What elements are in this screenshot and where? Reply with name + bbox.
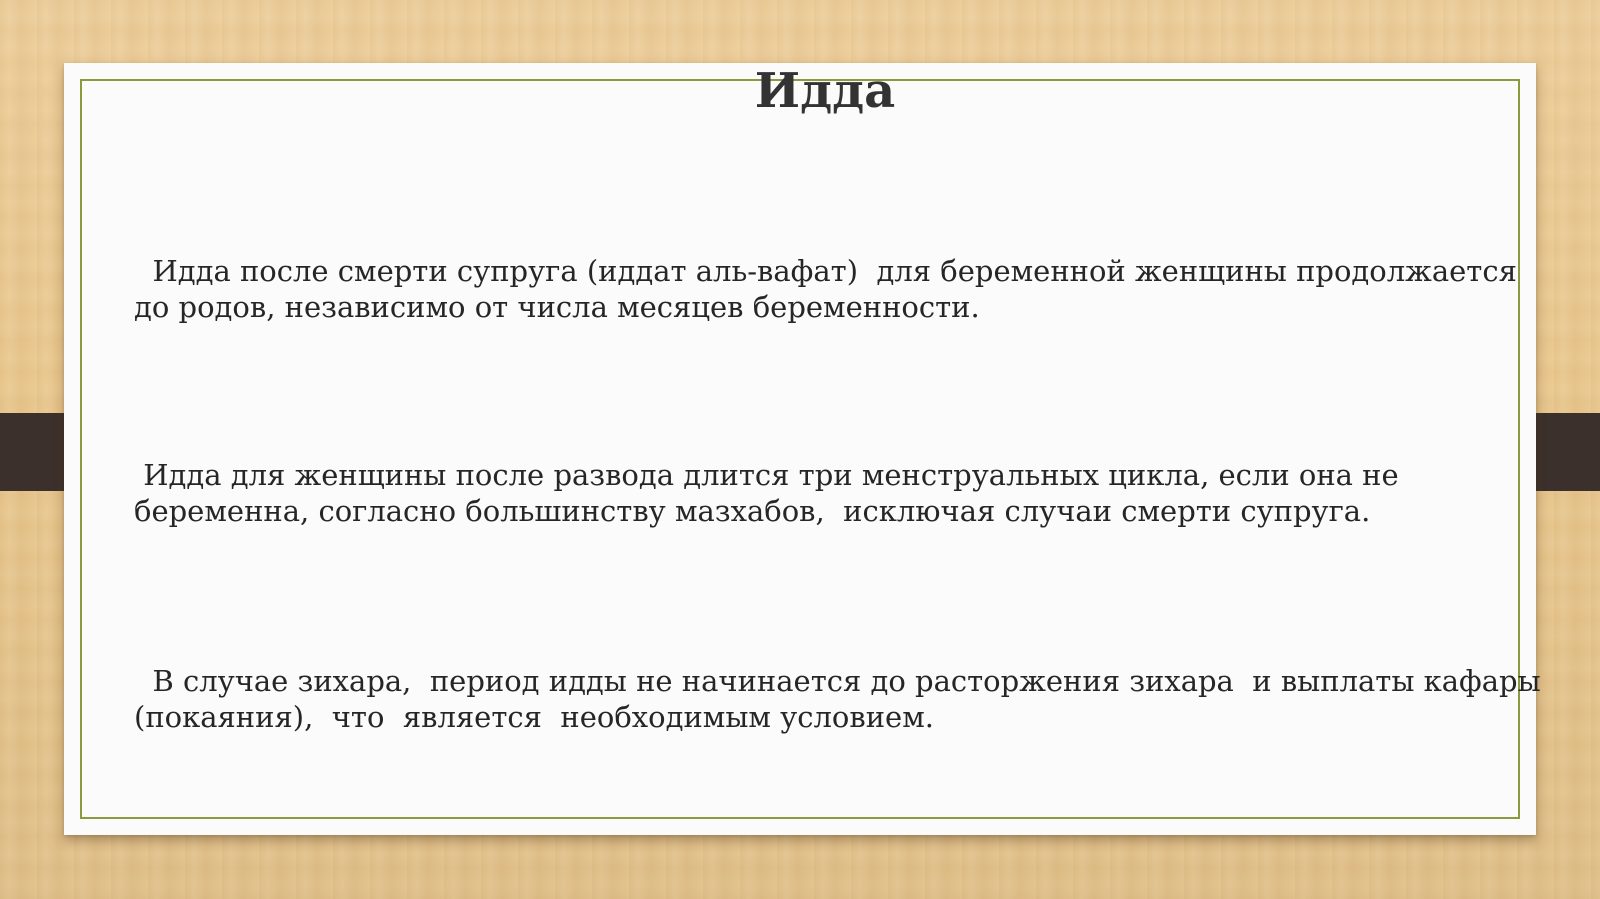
paragraph-line: до родов, независимо от числа месяцев беременности. [134,290,980,324]
paragraph-line: В случае зихара, период идды не начинается до расторжения зихара и выплаты кафары [134,664,1541,698]
paragraph-line: Идда после смерти супруга (иддат аль-вафат) для беременной женщины продолжается [134,254,1517,288]
slide-title: Идда [754,63,896,119]
paragraph-line: Идда для женщины после развода длится три менструальных цикла, если она не [134,458,1399,492]
paragraph-line: беременна, согласно большинству мазхабов, исключая случаи смерти супруга. [134,494,1371,528]
paragraph-idda-zihar [134,663,1584,735]
paragraph-idda-after-death [134,253,1584,325]
paragraph-line: (покаяния), что является необходимым условием. [134,700,934,734]
paragraph-idda-after-divorce [134,457,1584,529]
slide-card [64,63,1541,835]
